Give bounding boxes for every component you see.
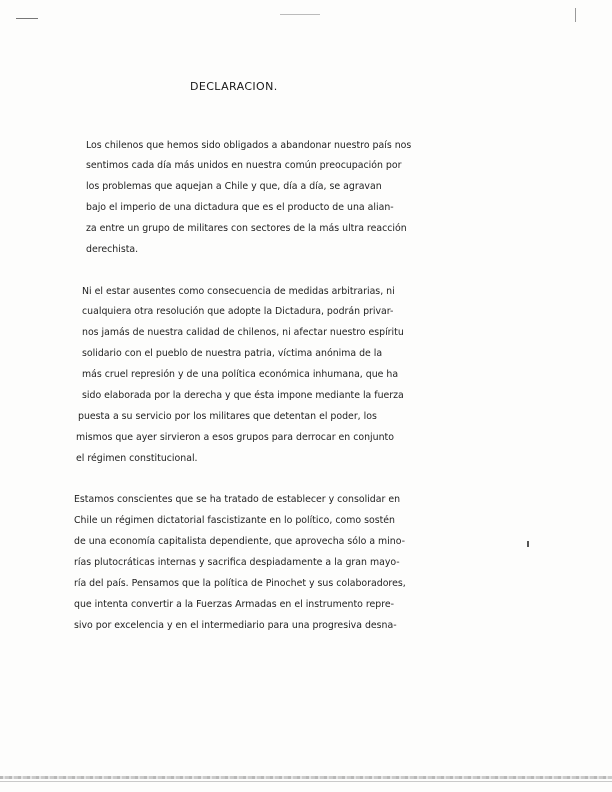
paragraph-line: de una economía capitalista dependiente, que aprovecha sólo a mino- [74, 536, 406, 547]
paragraph-line: Los chilenos que hemos sido obligados a abandonar nuestro país nos [86, 140, 412, 151]
paragraph-line: rías plutocráticas internas y sacrifica despiadamente a la gran mayo- [74, 557, 400, 568]
paragraph-line: Chile un régimen dictatorial fascistizante en lo político, como sostén [74, 515, 395, 526]
paragraph-line: za entre un grupo de militares con sectores de la más ultra reacción [86, 223, 407, 234]
scan-mark [280, 14, 320, 15]
paragraph-line: que intenta convertir a la Fuerzas Armadas en el instrumento repre- [74, 599, 395, 610]
paragraph-line: el régimen constitucional. [76, 453, 198, 464]
paragraph-line: ría del país. Pensamos que la política de Pinochet y sus colaboradores, [74, 578, 406, 589]
paragraph-line: cualquiera otra resolución que adopte la Dictadura, podrán privar- [82, 306, 394, 317]
paragraph-line: Estamos conscientes que se ha tratado de establecer y consolidar en [74, 494, 401, 505]
scan-mark [16, 18, 38, 19]
paragraph-line: solidario con el pueblo de nuestra patria, víctima anónima de la [82, 348, 383, 359]
scan-mark [575, 8, 576, 22]
paragraph-line: mismos que ayer sirvieron a esos grupos para derrocar en conjunto [76, 432, 394, 443]
paragraph-line: Ni el estar ausentes como consecuencia de medidas arbitrarias, ni [82, 286, 395, 297]
scan-edge [0, 776, 612, 779]
paragraph-line: puesta a su servicio por los militares que detentan el poder, los [78, 411, 377, 422]
paragraph-line: nos jamás de nuestra calidad de chilenos, ni afectar nuestro espíritu [82, 327, 404, 338]
paragraph-line: más cruel represión y de una política económica inhumana, que ha [82, 369, 399, 380]
paragraph-line: sido elaborada por la derecha y que ésta impone mediante la fuerza [82, 390, 404, 401]
scan-mark [527, 541, 529, 547]
scan-edge [0, 781, 612, 782]
paragraph-line: sivo por excelencia y en el intermediario para una progresiva desna- [74, 620, 397, 631]
paragraph-line: los problemas que aquejan a Chile y que, día a día, se agravan [86, 181, 382, 192]
paragraph-line: sentimos cada día más unidos en nuestra común preocupación por [86, 160, 402, 171]
paragraph-line: bajo el imperio de una dictadura que es el producto de una alian- [86, 202, 394, 213]
document-title: DECLARACION. [190, 80, 278, 93]
paragraph-line: derechista. [86, 244, 139, 255]
